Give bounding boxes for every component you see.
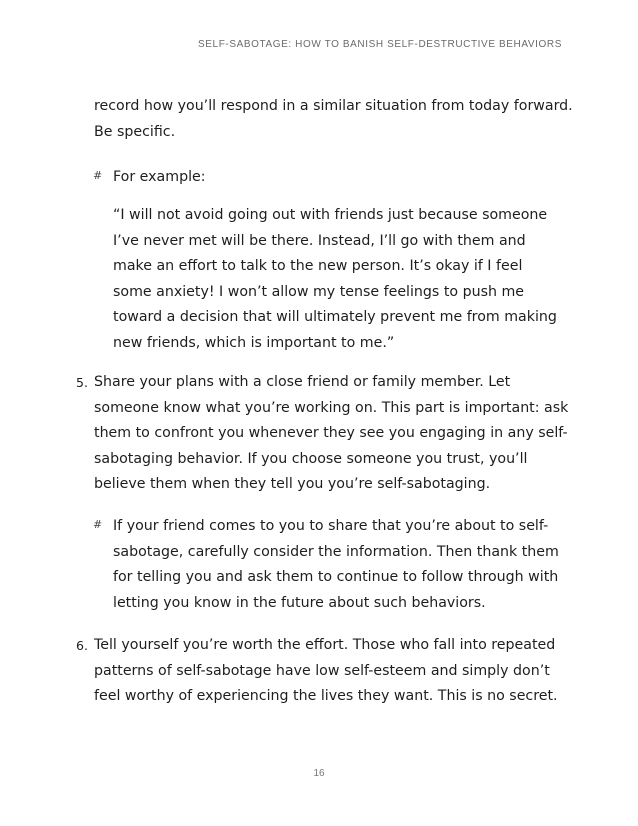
paragraph-continuation: record how you’ll respond in a similar situation from today forward. Be specific. <box>94 98 573 140</box>
list-number: 6. <box>76 638 88 653</box>
list-item-text: Tell yourself you’re worth the effort. Those who fall into repeated patterns of self-sabotage have low self-esteem and simply don’t feel worthy of experiencing the lives they want. This is no secret. <box>94 637 558 704</box>
example-quote: “I will not avoid going out with friends just because someone I’ve never met will be there. Instead, I’ll go with them and make an effort to talk to the new person. It’s okay if I feel some anxiety! I won’t allow my tense feelings to push me toward a decision that will ultimately prevent me from making new friends, which is important to me.” <box>113 207 557 351</box>
hash-bullet-icon: # <box>93 169 103 182</box>
sub-bullet-text: If your friend comes to you to share that you’re about to self-sabotage, carefully consider the information. Then thank them for telling you and ask them to continue to follow through with letting you know in the future about such behaviors. <box>113 518 559 611</box>
list-number: 5. <box>76 375 88 390</box>
list-item-text: Share your plans with a close friend or family member. Let someone know what you’re working on. This part is important: ask them to confront you whenever they see you engaging in any self-sabotaging behavior. If you choose someone you trust, you’ll believe them when they tell you you’re self-sabotaging. <box>94 374 569 492</box>
running-header: SELF-SABOTAGE: HOW TO BANISH SELF-DESTRUCTIVE BEHAVIORS <box>198 39 562 50</box>
page-number: 16 <box>313 768 325 779</box>
hash-bullet-icon: # <box>93 518 103 531</box>
sub-bullet-label: For example: <box>113 169 206 185</box>
